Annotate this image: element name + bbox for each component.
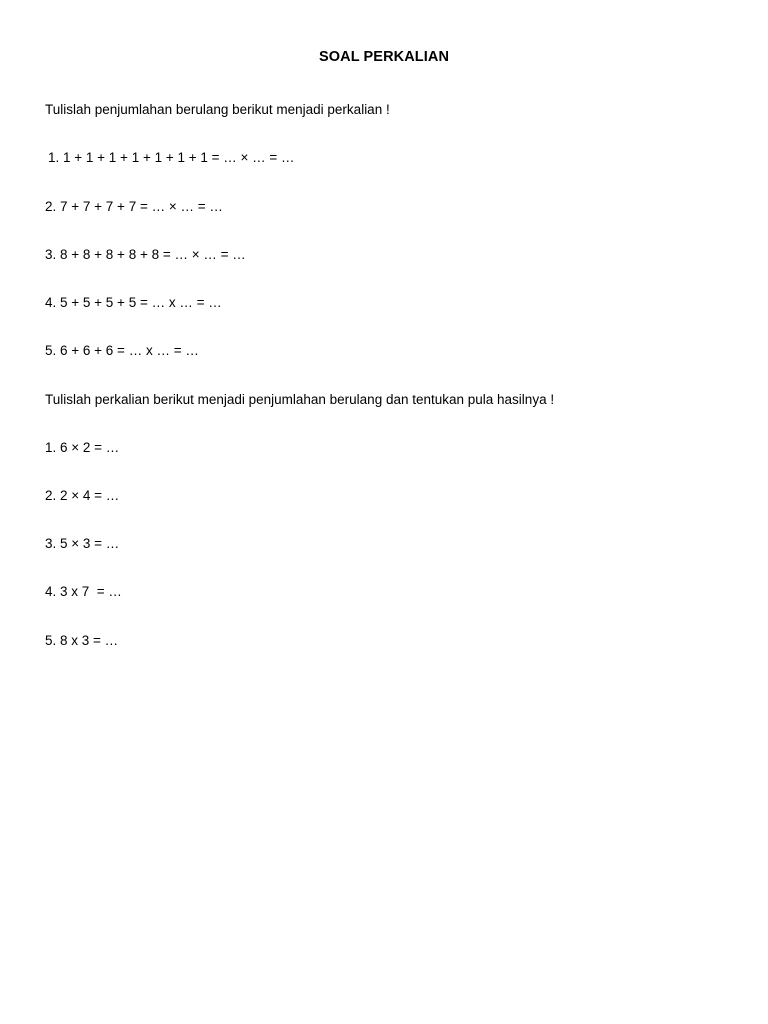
section2-item-3: 3. 5 × 3 = … xyxy=(45,536,120,551)
section1-item-5: 5. 6 + 6 + 6 = … x … = … xyxy=(45,343,199,358)
section1-item-2: 2. 7 + 7 + 7 + 7 = … × … = … xyxy=(45,199,223,214)
section2-item-1: 1. 6 × 2 = … xyxy=(45,440,120,455)
section1-item-3: 3. 8 + 8 + 8 + 8 + 8 = … × … = … xyxy=(45,247,246,262)
section1-item-1: 1. 1 + 1 + 1 + 1 + 1 + 1 + 1 = … × … = … xyxy=(48,150,295,165)
page-title: SOAL PERKALIAN xyxy=(318,49,450,65)
section2-item-4: 4. 3 x 7 = … xyxy=(45,584,122,599)
section2-item-2: 2. 2 × 4 = … xyxy=(45,488,120,503)
section1-instruction: Tulislah penjumlahan berulang berikut menjadi perkalian ! xyxy=(45,102,390,117)
section2-instruction: Tulislah perkalian berikut menjadi penjumlahan berulang dan tentukan pula hasilnya ! xyxy=(45,392,555,407)
section1-item-4: 4. 5 + 5 + 5 + 5 = … x … = … xyxy=(45,295,222,310)
section2-item-5: 5. 8 x 3 = … xyxy=(45,633,119,648)
